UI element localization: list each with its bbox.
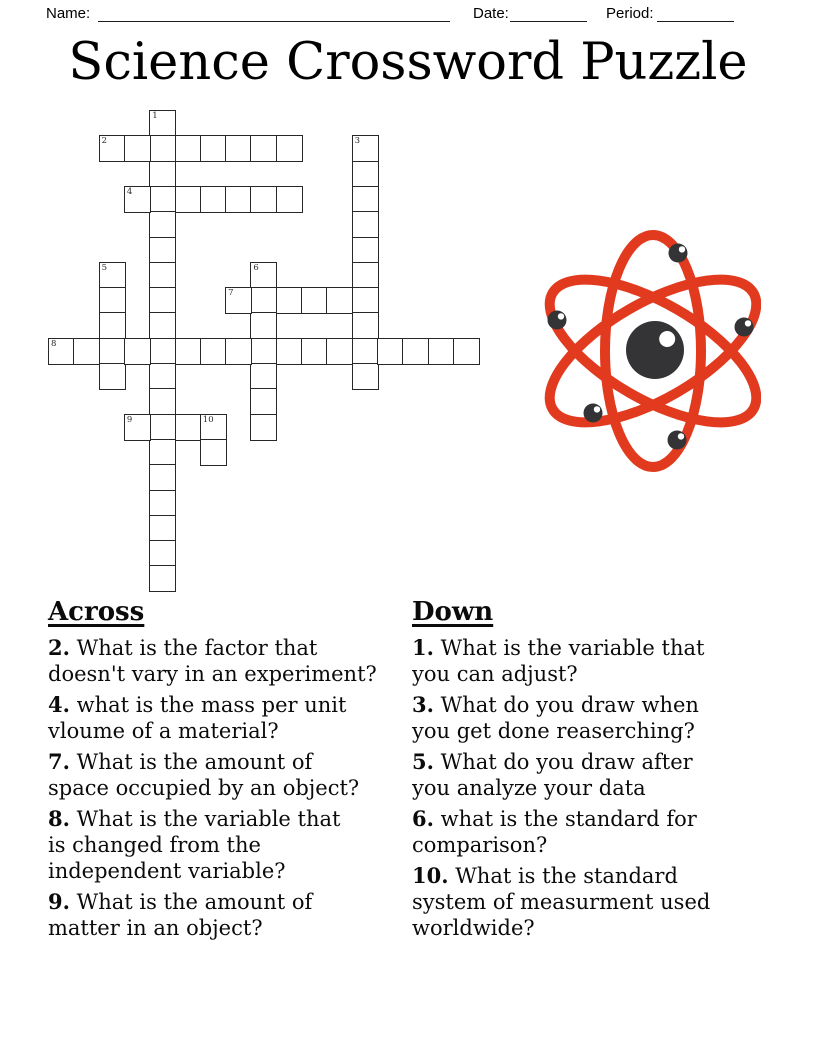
crossword-cell[interactable] [225,338,252,365]
clue-number: 3 [354,136,361,147]
electron-dot [669,244,688,263]
crossword-cell[interactable] [99,262,126,289]
clue-number: 10 [202,414,214,425]
clue-item-number: 4. [48,692,70,717]
across-section [48,597,416,946]
crossword-cell[interactable] [149,363,176,390]
crossword-cell[interactable] [99,312,126,339]
crossword-cell[interactable] [301,287,328,314]
crossword-cell[interactable] [250,135,277,162]
page-title: Science Crossword Puzzle [68,33,748,92]
crossword-cell[interactable] [276,287,303,314]
crossword-cell[interactable] [377,338,404,365]
crossword-cell[interactable] [352,237,379,264]
clue-item-number: 5. [412,749,434,774]
crossword-cell[interactable] [326,338,353,365]
crossword-cell[interactable] [250,312,277,339]
nucleus-circle [626,321,684,379]
crossword-cell[interactable] [149,540,176,567]
crossword-cell[interactable] [124,338,151,365]
down-section [412,597,754,946]
crossword-cell[interactable] [250,388,277,415]
date-label: Date: [473,5,509,22]
crossword-cell[interactable] [149,262,176,289]
atom-illustration [533,225,761,473]
clue-item-number: 10. [412,863,449,888]
crossword-cell[interactable] [352,262,379,289]
clue-item-number: 3. [412,692,434,717]
date-blank-line [510,4,587,22]
crossword-cell[interactable] [276,338,303,365]
crossword-cell[interactable] [149,135,176,162]
crossword-cell[interactable] [48,338,75,365]
crossword-cell[interactable] [352,135,379,162]
crossword-cell[interactable] [149,110,176,137]
crossword-cell[interactable] [99,338,126,365]
crossword-cell[interactable] [250,287,277,314]
clue-item: 1. What is the variable that you can adjust? [412,635,705,686]
crossword-cell[interactable] [352,287,379,314]
crossword-cell[interactable] [149,414,176,441]
name-label: Name: [46,5,91,22]
crossword-cell[interactable] [175,338,202,365]
clue-item: 10. What is the standard system of measurment used worldwide? [412,863,711,940]
crossword-cell[interactable] [352,211,379,238]
clue-number: 7 [228,288,234,299]
highlight-dot [659,331,675,347]
crossword-cell[interactable] [149,211,176,238]
clue-number: 6 [253,262,259,273]
crossword-cell[interactable] [453,338,480,365]
clue-item-number: 1. [412,635,434,660]
name-blank-line [98,4,450,22]
clue-item: 3. What do you draw when you get done reaserching? [412,692,699,743]
clue-number: 5 [101,262,108,273]
crossword-cell[interactable] [149,338,176,365]
crossword-cell[interactable] [276,186,303,213]
crossword-cell[interactable] [352,312,379,339]
clue-item: 4. what is the mass per unit vloume of a material? [48,692,347,743]
clue-item: 9. What is the amount of matter in an object? [48,889,313,940]
crossword-cell[interactable] [149,388,176,415]
crossword-cell[interactable] [149,565,176,592]
electron-dot [584,404,603,423]
crossword-cell[interactable] [250,363,277,390]
crossword-cell[interactable] [200,186,227,213]
crossword-cell[interactable] [352,363,379,390]
clue-item-number: 6. [412,806,434,831]
crossword-cell[interactable] [149,287,176,314]
down-heading: Down [412,597,494,627]
highlight-dot [558,313,564,319]
clue-number: 4 [126,186,133,197]
electron-dot [735,318,754,337]
crossword-cell[interactable] [99,135,126,162]
highlight-dot [678,433,684,439]
crossword-cell[interactable] [99,363,126,390]
clue-item-number: 8. [48,806,70,831]
clue-number: 2 [101,136,108,147]
crossword-cell[interactable] [200,338,227,365]
crossword-cell[interactable] [428,338,455,365]
clue-number: 8 [51,338,57,349]
crossword-cell[interactable] [99,287,126,314]
crossword-cell[interactable] [250,414,277,441]
across-clue-list [48,635,416,941]
electron-dot [668,431,687,450]
crossword-cell[interactable] [149,186,176,213]
crossword-cell[interactable] [124,135,151,162]
crossword-cell[interactable] [225,186,252,213]
crossword-cell[interactable] [200,414,227,441]
clue-item: 8. What is the variable that is changed from the independent variable? [48,806,341,883]
crossword-cell[interactable] [149,515,176,542]
crossword-cell[interactable] [250,186,277,213]
clue-item: 2. What is the factor that doesn't vary in an experiment? [48,635,377,686]
down-clue-list [412,635,754,941]
clue-item: 5. What do you draw after you analyze your data [412,749,693,800]
crossword-cell[interactable] [175,414,202,441]
clue-item-number: 7. [48,749,70,774]
clue-item: 7. What is the amount of space occupied by an object? [48,749,360,800]
crossword-cell[interactable] [326,287,353,314]
crossword-cell[interactable] [149,439,176,466]
period-blank-line [657,4,734,22]
clue-item: 6. what is the standard for comparison? [412,806,697,857]
crossword-cell[interactable] [149,490,176,517]
crossword-cell[interactable] [352,186,379,213]
crossword-cell[interactable] [149,312,176,339]
crossword-cell[interactable] [402,338,429,365]
crossword-cell[interactable] [149,464,176,491]
crossword-cell[interactable] [124,414,151,441]
crossword-cell[interactable] [250,262,277,289]
crossword-cell[interactable] [276,135,303,162]
crossword-cell[interactable] [175,186,202,213]
crossword-cell[interactable] [352,161,379,188]
crossword-cell[interactable] [200,439,227,466]
crossword-cell[interactable] [175,135,202,162]
clue-number: 1 [152,111,158,121]
clue-item-number: 9. [48,889,70,914]
crossword-cell[interactable] [149,161,176,188]
clue-item-number: 2. [48,635,70,660]
crossword-cell[interactable] [73,338,100,365]
crossword-cell[interactable] [225,287,252,314]
crossword-cell[interactable] [200,135,227,162]
across-heading: Across [48,597,145,627]
period-label: Period: [606,5,654,22]
electron-dot [548,311,567,330]
crossword-cell[interactable] [352,338,379,365]
crossword-cell[interactable] [301,338,328,365]
crossword-cell[interactable] [124,186,151,213]
highlight-dot [594,406,600,412]
crossword-cell[interactable] [250,338,277,365]
crossword-cell[interactable] [225,135,252,162]
crossword-cell[interactable] [149,237,176,264]
clue-number: 9 [126,414,133,425]
highlight-dot [679,246,685,252]
highlight-dot [745,320,751,326]
